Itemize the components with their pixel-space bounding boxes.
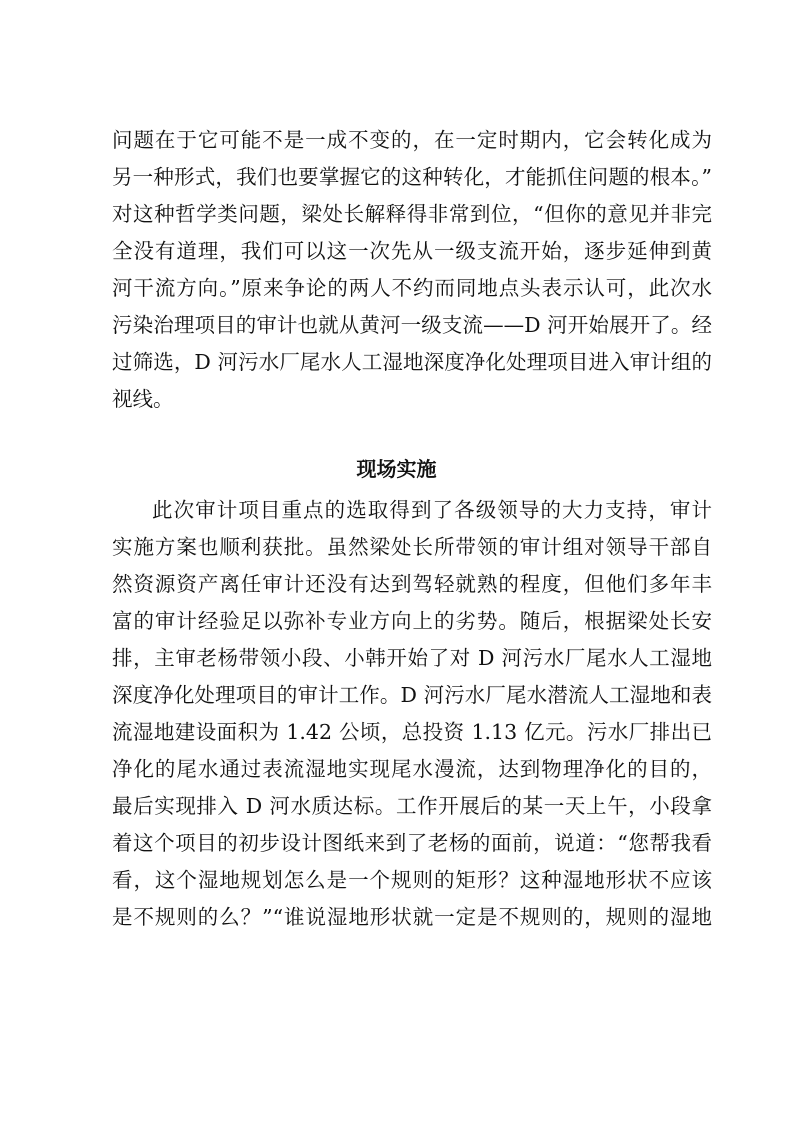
text-line: 排，主审老杨带领小段、小韩开始了对 D 河污水厂尾水人工湿地 — [112, 646, 712, 670]
text-line: 对这种哲学类问题，梁处长解释得非常到位，“但你的意见并非完 — [112, 202, 712, 226]
text-line: 看，这个湿地规划怎么是一个规则的矩形？这种湿地形状不应该 — [112, 868, 712, 892]
text-line: 另一种形式，我们也要掌握它的这种转化，才能抓住问题的根本。” — [112, 165, 712, 189]
text-line: 然资源资产离任审计还没有达到驾轻就熟的程度，但他们多年丰 — [112, 572, 712, 596]
text-line: 深度净化处理项目的审计工作。D 河污水厂尾水潜流人工湿地和表 — [112, 683, 712, 707]
text-line: 最后实现排入 D 河水质达标。工作开展后的某一天上午，小段拿 — [112, 794, 712, 818]
text-line: 全没有道理，我们可以这一次先从一级支流开始，逐步延伸到黄 — [112, 239, 712, 263]
text-line: 河干流方向。”原来争论的两人不约而同地点头表示认可，此次水 — [112, 276, 712, 300]
text-line: 是不规则的么？”“谁说湿地形状就一定是不规则的，规则的湿地 — [112, 905, 712, 929]
text-line: 流湿地建设面积为 1.42 公顷，总投资 1.13 亿元。污水厂排出已 — [112, 720, 712, 744]
text-line: 着这个项目的初步设计图纸来到了老杨的面前，说道：“您帮我看 — [112, 831, 712, 855]
text-line: 净化的尾水通过表流湿地实现尾水漫流，达到物理净化的目的， — [112, 757, 712, 781]
text-line: 富的审计经验足以弥补专业方向上的劣势。随后，根据梁处长安 — [112, 609, 712, 633]
text-line: 实施方案也顺利获批。虽然梁处长所带领的审计组对领导干部自 — [112, 535, 712, 559]
text-line: 此次审计项目重点的选取得到了各级领导的大力支持，审计 — [152, 498, 712, 522]
text-line: 视线。 — [112, 387, 174, 411]
text-line: 过筛选，D 河污水厂尾水人工湿地深度净化处理项目进入审计组的 — [112, 350, 712, 374]
text-line: 污染治理项目的审计也就从黄河一级支流——D 河开始展开了。经 — [112, 313, 712, 337]
section-heading: 现场实施 — [356, 457, 437, 481]
text-line: 问题在于它可能不是一成不变的，在一定时期内，它会转化成为 — [112, 128, 712, 152]
